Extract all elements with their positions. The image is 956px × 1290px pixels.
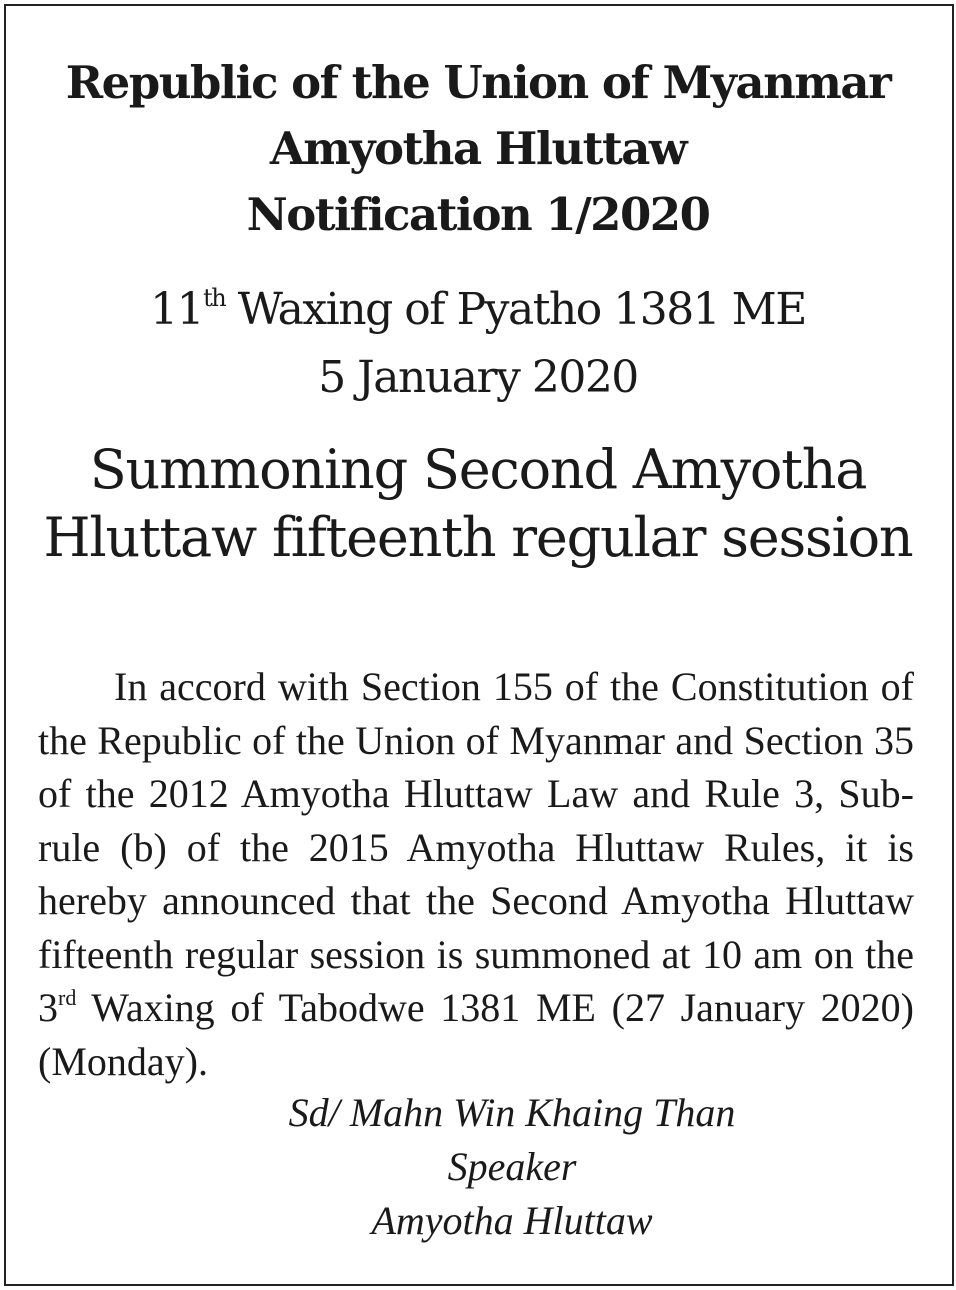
notice-body — [38, 660, 914, 1088]
signature-block — [250, 1086, 774, 1248]
institution-name: Amyotha Hluttaw — [269, 122, 687, 175]
body-text-part-2: Waxing of Tabodwe 1381 ME (27 January 2020) (Monday). — [38, 985, 914, 1084]
body-text-part-1: In accord with Section 155 of the Constitution of the Republic of the Union of Myanmar and Section 35 of the 2012 Amyotha Hluttaw Law and Rule 3, Sub-rule (b) of the 2015 Amyotha Hluttaw Rules, it is hereby announced that the Second Amyotha Hluttaw fifteenth regular session is summoned at 10 am on the 3 — [38, 664, 914, 1030]
myanmar-day-suffix: th — [203, 284, 226, 312]
myanmar-date-rest: Waxing of Pyatho 1381 ME — [225, 284, 806, 335]
title-line-2: Hluttaw fifteenth regular session — [43, 506, 913, 569]
notice-title — [30, 436, 926, 572]
notification-number: Notification 1/2020 — [246, 188, 710, 241]
gregorian-date: 5 January 2020 — [318, 352, 638, 403]
notice-header — [0, 50, 956, 248]
myanmar-date — [0, 276, 956, 344]
country-name: Republic of the Union of Myanmar — [65, 56, 891, 109]
title-line-1: Summoning Second Amyotha — [89, 438, 867, 501]
signatory-institution: Amyotha Hluttaw — [371, 1198, 653, 1243]
notice-dates — [0, 276, 956, 412]
myanmar-day: 11 — [150, 284, 204, 335]
signatory-name: Sd/ Mahn Win Khaing Than — [288, 1090, 736, 1135]
ordinal-suffix: rd — [58, 985, 77, 1010]
signatory-title: Speaker — [447, 1144, 577, 1189]
